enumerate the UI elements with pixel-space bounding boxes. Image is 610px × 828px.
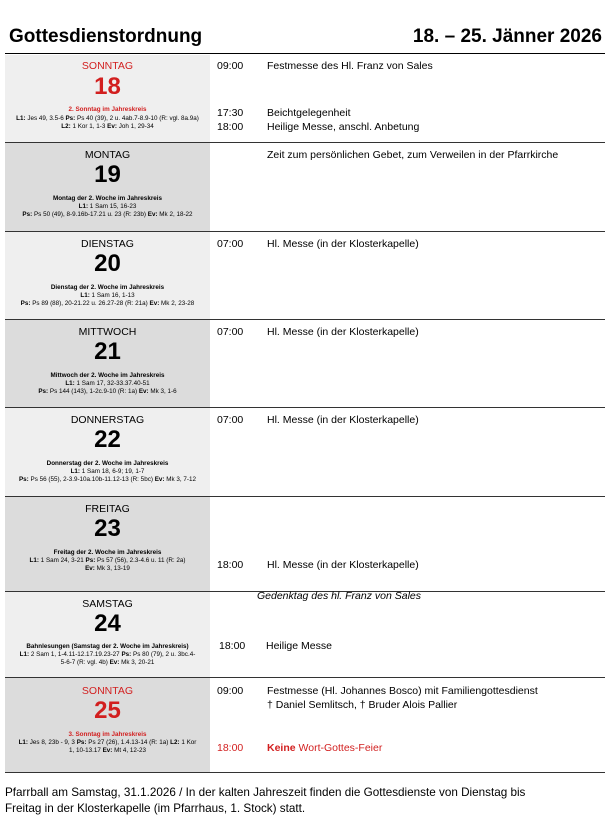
weekday: SONNTAG xyxy=(81,685,134,697)
liturgical-day: Mittwoch der 2. Woche im Jahreskreis xyxy=(50,372,165,379)
weekday: SONNTAG xyxy=(81,60,134,72)
readings-line-2: Ps: Ps 89 (88), 20-21.22 u. 26.27-28 (R: 21a) Ev: Mk 2, 23-28 xyxy=(20,300,195,307)
day-number: 19 xyxy=(94,161,121,188)
event-text: Hl. Messe (in der Klosterkapelle) xyxy=(267,414,419,426)
readings-line-1: L1: 1 Sam 15, 16-23 xyxy=(78,203,137,210)
day-number: 22 xyxy=(94,426,121,453)
event-text: Beichtgelegenheit xyxy=(267,107,351,119)
day-row-24 xyxy=(5,592,605,678)
weekday: DIENSTAG xyxy=(81,238,134,250)
day-box xyxy=(5,408,210,496)
event-time: 09:00 xyxy=(217,685,244,697)
readings-line-2: Ev: Mk 3, 13-19 xyxy=(85,565,130,572)
footer-line-2: Freitag in der Klosterkapelle (im Pfarrhaus, 1. Stock) statt. xyxy=(5,802,306,815)
event-time: 18:00 xyxy=(217,559,244,571)
event-text: Zeit zum persönlichen Gebet, zum Verweilen in der Pfarrkirche xyxy=(267,149,559,161)
readings-line-2: 1, 10-13.17 Ev: Mt 4, 12-23 xyxy=(68,747,147,754)
memorial-note: Gedenktag des hl. Franz von Sales xyxy=(257,590,422,602)
event-time: 18:00 xyxy=(219,640,246,652)
readings-line-2: 5-6-7 (R: vgl. 4b) Ev: Mk 3, 20-21 xyxy=(60,659,155,666)
day-row-19 xyxy=(5,143,605,232)
weekday: SAMSTAG xyxy=(82,598,133,610)
event-text: Heilige Messe xyxy=(266,640,332,652)
event-text-line-2: † Daniel Semlitsch, † Bruder Alois Pallier xyxy=(267,699,458,711)
day-row-21 xyxy=(5,320,605,408)
readings-line-1: L1: 1 Sam 18, 6-9; 19, 1-7 xyxy=(70,468,145,475)
event-text: Keine Wort-Gottes-Feier xyxy=(267,742,383,754)
day-box xyxy=(5,678,210,772)
event-text: Festmesse (Hl. Johannes Bosco) mit Familiengottesdienst xyxy=(267,685,538,697)
liturgical-day: 2. Sonntag im Jahreskreis xyxy=(68,106,147,113)
event-time: 07:00 xyxy=(217,326,244,338)
readings-line-1: L1: 1 Sam 24, 3-21 Ps: Ps 57 (56), 2.3-4.6 u. 11 (R: 2a) xyxy=(29,557,186,564)
header xyxy=(0,0,610,56)
event-time: 07:00 xyxy=(217,414,244,426)
event-time: 18:00 xyxy=(217,742,244,754)
readings-line-2: Ps: Ps 56 (55), 2-3.9-10a.10b-11.12-13 (R: 5bc) Ev: Mk 3, 7-12 xyxy=(18,476,196,483)
liturgical-day: Donnerstag der 2. Woche im Jahreskreis xyxy=(46,460,169,467)
readings-line-1: L1: Jes 8, 23b - 9, 3 Ps: Ps 27 (26), 1.4.13-14 (R: 1a) L2: 1 Kor xyxy=(18,739,197,746)
event-time: 09:00 xyxy=(217,60,244,72)
event-text: Festmesse des Hl. Franz von Sales xyxy=(267,60,433,72)
readings-line-1: L1: Jes 49, 3.5-6 Ps: Ps 40 (39), 2 u. 4ab.7-8.9-10 (R: vgl. 8a.9a) xyxy=(16,115,199,122)
day-box xyxy=(5,143,210,231)
event-text: Heilige Messe, anschl. Anbetung xyxy=(267,121,420,133)
day-number: 20 xyxy=(94,250,121,277)
day-number: 24 xyxy=(94,610,121,637)
weekday: DONNERSTAG xyxy=(70,414,145,426)
liturgical-day: Freitag der 2. Woche im Jahreskreis xyxy=(53,549,162,556)
header-divider xyxy=(5,53,605,54)
day-number: 23 xyxy=(94,515,121,542)
day-number: 25 xyxy=(94,697,121,724)
day-box xyxy=(5,592,210,677)
event-text: Hl. Messe (in der Klosterkapelle) xyxy=(267,559,419,571)
liturgical-day: Montag der 2. Woche im Jahreskreis xyxy=(52,195,163,202)
page-title: Gottesdienstordnung xyxy=(9,26,203,47)
day-row-25 xyxy=(5,678,605,773)
event-text: Hl. Messe (in der Klosterkapelle) xyxy=(267,238,419,250)
readings-line-2: L2: 1 Kor 1, 1-3 Ev: Joh 1, 29-34 xyxy=(61,123,154,130)
day-box xyxy=(5,320,210,407)
date-range: 18. – 25. Jänner 2026 xyxy=(412,26,602,47)
event-time: 07:00 xyxy=(217,238,244,250)
readings-line-1: L1: 1 Sam 17, 32-33.37.40-51 xyxy=(65,380,150,387)
event-time: 18:00 xyxy=(217,121,244,133)
day-row-22 xyxy=(5,408,605,497)
footer-line-1: Pfarrball am Samstag, 31.1.2026 / In der kalten Jahreszeit finden die Gottesdienste von Dienstag bis xyxy=(5,786,526,799)
event-time: 17:30 xyxy=(217,107,244,119)
readings-line-1: L1: 2 Sam 1, 1-4.11-12.17.19.23-27 Ps: Ps 80 (79), 2 u. 3bc.4- xyxy=(19,651,196,658)
weekday: MONTAG xyxy=(84,149,131,161)
event-text: Hl. Messe (in der Klosterkapelle) xyxy=(267,326,419,338)
liturgical-day: Dienstag der 2. Woche im Jahreskreis xyxy=(50,284,165,291)
day-box xyxy=(5,55,210,142)
readings-line-2: Ps: Ps 50 (49), 8-9.16b-17.21 u. 23 (R: 23b) Ev: Mk 2, 18-22 xyxy=(22,211,193,218)
liturgical-day: 3. Sonntag im Jahreskreis xyxy=(68,731,147,738)
day-box xyxy=(5,497,210,591)
liturgical-day: Bahnlesungen (Samstag der 2. Woche im Jahreskreis) xyxy=(26,643,189,650)
day-row-20 xyxy=(5,232,605,320)
day-row-23 xyxy=(5,497,605,592)
readings-line-2: Ps: Ps 144 (143), 1-2c.9-10 (R: 1a) Ev: Mk 3, 1-6 xyxy=(38,388,177,395)
day-box xyxy=(5,232,210,319)
day-row-18 xyxy=(5,55,605,143)
day-number: 18 xyxy=(94,73,121,100)
day-number: 21 xyxy=(94,338,121,365)
weekday: MITTWOCH xyxy=(78,326,137,338)
footer-note xyxy=(5,785,605,817)
weekday: FREITAG xyxy=(85,503,130,515)
readings-line-1: L1: 1 Sam 16, 1-13 xyxy=(80,292,135,299)
